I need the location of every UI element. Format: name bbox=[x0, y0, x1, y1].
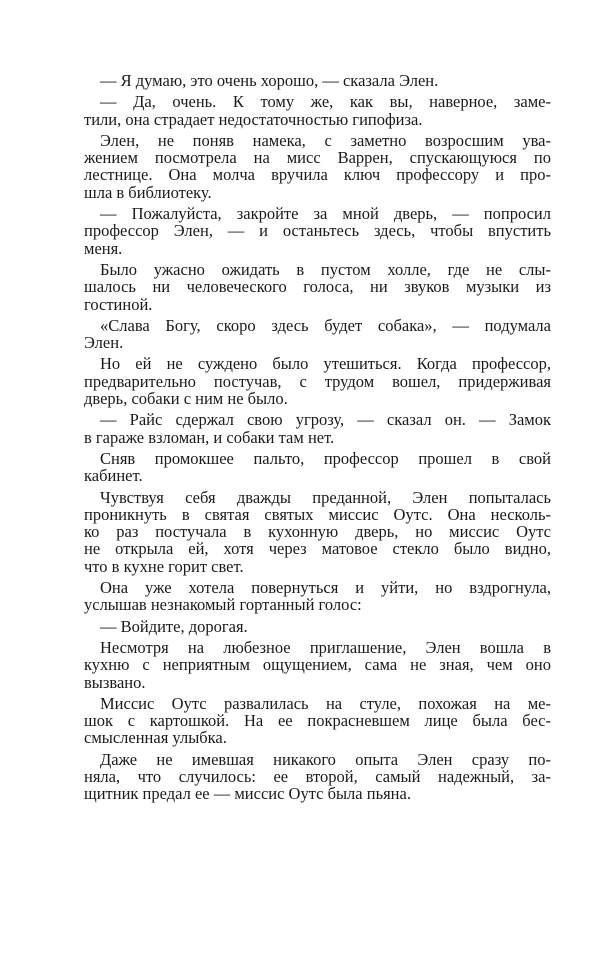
text-line: Элен. bbox=[84, 333, 124, 353]
paragraph bbox=[84, 751, 551, 803]
text-line: Она уже хотела повернуться и уйти, но вздрогнула, bbox=[100, 578, 551, 598]
paragraph bbox=[84, 317, 551, 352]
text-line: — Райс сдержал свою угрозу, — сказал он. — Замок bbox=[100, 410, 551, 430]
paragraph bbox=[84, 72, 551, 89]
text-line: меня. bbox=[84, 238, 123, 258]
text-line: лестнице. Она молча вручила ключ профессору и про- bbox=[84, 165, 551, 185]
text-line: смысленная улыбка. bbox=[84, 728, 227, 748]
text-line: шалось ни человеческого голоса, ни звуков музыки из bbox=[84, 277, 551, 297]
paragraph bbox=[84, 205, 551, 257]
text-line: гостиной. bbox=[84, 294, 153, 314]
text-line: шок с картошкой. На ее покрасневшем лице была бес- bbox=[84, 711, 551, 731]
paragraph bbox=[84, 450, 551, 485]
text-line: Сняв промокшее пальто, профессор прошел в свой bbox=[100, 448, 551, 468]
text-line: Было ужасно ожидать в пустом холле, где не слы- bbox=[100, 259, 551, 279]
text-line: «Слава Богу, скоро здесь будет собака», — подумала bbox=[100, 315, 551, 335]
text-line: щитник предал ее — миссис Оутс была пьяна. bbox=[84, 784, 411, 804]
text-line: — Войдите, дорогая. bbox=[100, 616, 248, 636]
paragraph bbox=[84, 132, 551, 201]
text-line: Миссис Оутс развалилась на стуле, похожая на ме- bbox=[100, 693, 551, 713]
text-line: услышав незнакомый гортанный голос: bbox=[84, 595, 362, 615]
text-line: — Да, очень. К тому же, как вы, наверное, заме- bbox=[100, 92, 551, 112]
text-line: — Пожалуйста, закройте за мной дверь, — попросил bbox=[100, 204, 551, 224]
text-line: шла в библиотеку. bbox=[84, 182, 212, 202]
paragraph bbox=[84, 355, 551, 407]
text-line: вызвано. bbox=[84, 672, 146, 692]
text-line: Несмотря на любезное приглашение, Элен вошла в bbox=[100, 637, 551, 657]
text-line: не открыла ей, хотя через матовое стекло было видно, bbox=[84, 539, 551, 559]
text-line: няла, что случилось: ее второй, самый надежный, за- bbox=[84, 766, 551, 786]
paragraph bbox=[84, 489, 551, 575]
text-line: кухню с неприятным ощущением, сама не зная, чем оно bbox=[84, 655, 551, 675]
paragraph bbox=[84, 618, 551, 635]
text-line: профессор Элен, — и останьтесь здесь, чтобы впустить bbox=[84, 221, 551, 241]
text-line: жением посмотрела на мисс Варрен, спускающуюся по bbox=[84, 148, 551, 168]
text-line: — Я думаю, это очень хорошо, — сказала Элен. bbox=[100, 71, 439, 90]
text-line: в гараже взломан, и собаки там нет. bbox=[84, 427, 335, 447]
text-line: Даже не имевшая никакого опыта Элен сразу по- bbox=[100, 749, 551, 769]
text-line: тили, она страдает недостаточностью гипофиза. bbox=[84, 109, 423, 129]
paragraph bbox=[84, 261, 551, 313]
paragraph bbox=[84, 93, 551, 128]
paragraph bbox=[84, 579, 551, 614]
text-line: Но ей не суждено было утешиться. Когда профессор, bbox=[100, 354, 551, 374]
text-line: дверь, собаки с ним не было. bbox=[84, 389, 288, 409]
text-line: предварительно постучав, с трудом вошел, придерживая bbox=[84, 371, 551, 391]
text-line: Чувствуя себя дважды преданной, Элен попыталась bbox=[100, 487, 551, 507]
text-line: кабинет. bbox=[84, 466, 143, 486]
text-line: ко раз постучала в кухонную дверь, но миссис Оутс bbox=[84, 522, 551, 542]
book-page-text bbox=[84, 72, 551, 807]
paragraph bbox=[84, 695, 551, 747]
text-line: проникнуть в святая святых миссис Оутс. Она несколь- bbox=[84, 504, 551, 524]
paragraph bbox=[84, 411, 551, 446]
text-line: Элен, не поняв намека, с заметно возросшим ува- bbox=[100, 130, 551, 150]
text-line: что в кухне горит свет. bbox=[84, 556, 244, 576]
paragraph bbox=[84, 639, 551, 691]
